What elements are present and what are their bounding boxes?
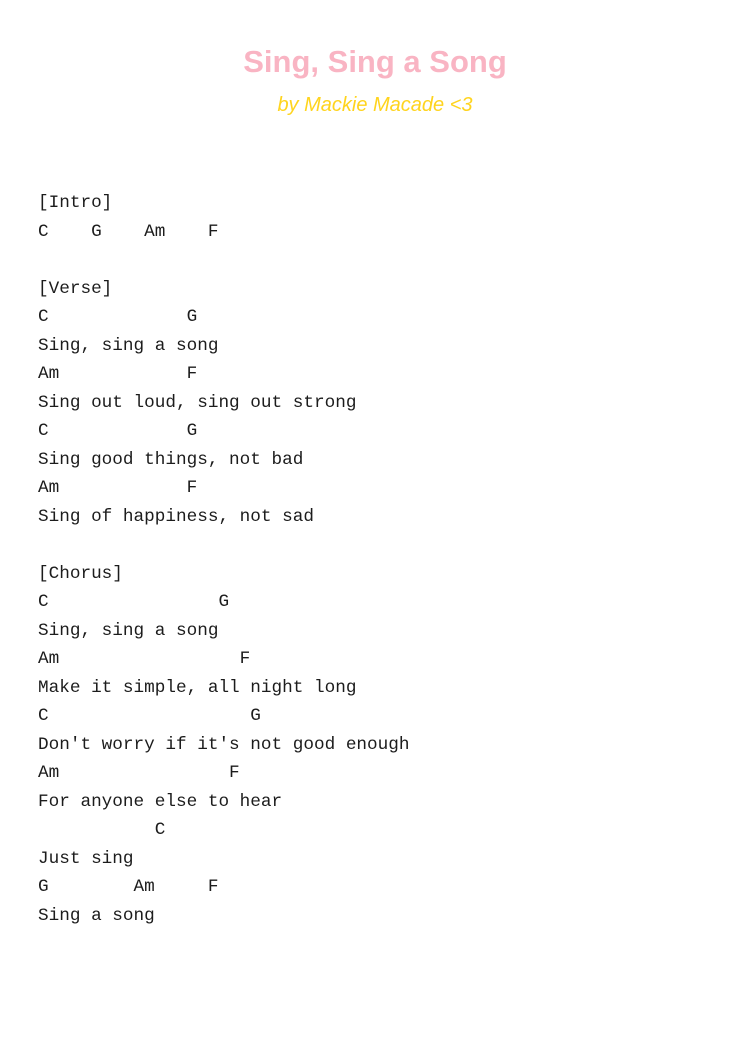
lyric-line: Sing of happiness, not sad [38,506,314,527]
song-body [0,189,750,930]
section-label-intro: [Intro] [38,193,113,213]
spacer-line [38,531,750,560]
lyric-line: Sing good things, not bad [38,449,304,470]
spacer-line [38,246,750,275]
chord-line: Am F [38,649,251,669]
chord-line: C G [38,592,230,612]
lyric-line: Don't worry if it's not good enough [38,734,410,755]
chord-line: C G Am F [38,221,219,242]
lyric-line: For anyone else to hear [38,791,283,812]
chord-line: C G [38,307,198,327]
lyric-line: Sing, sing a song [38,335,219,356]
lyric-line: Just sing [38,848,134,869]
chord-line: Am F [38,364,198,384]
chord-line: C [38,820,166,840]
song-byline: by Mackie Macade <3 [277,94,473,116]
lyric-line: Sing, sing a song [38,620,219,641]
chord-line: G Am F [38,877,219,897]
lyric-line: Sing a song [38,905,155,926]
section-label-verse: [Verse] [38,278,113,299]
chord-line: Am F [38,763,240,783]
lyric-line: Make it simple, all night long [38,677,357,698]
song-title: Sing, Sing a Song [243,44,507,79]
lyric-line: Sing out loud, sing out strong [38,392,357,413]
chord-line: C G [38,706,261,726]
chord-line: Am F [38,478,198,498]
chord-line: C G [38,421,198,441]
section-label-chorus: [Chorus] [38,563,123,584]
